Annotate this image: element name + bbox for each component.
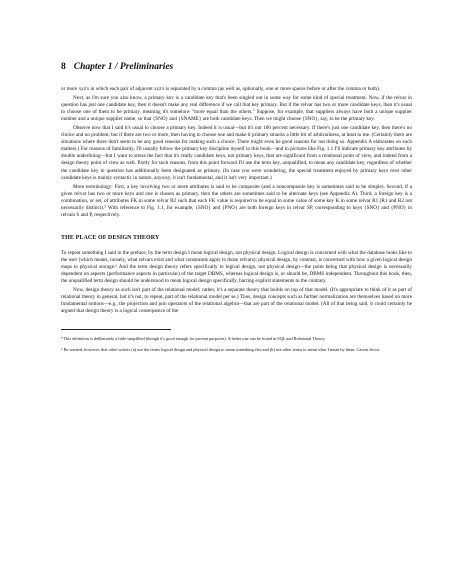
section-heading: THE PLACE OF DESIGN THEORY	[61, 234, 160, 241]
footnote-divider	[61, 329, 171, 330]
page-number: 8	[61, 62, 66, 72]
paragraph: Now, design theory as such isn't part of the relational model; rather, it's a separate theory that builds on top of that model. (It's appropriate to think of it as part of relational theory in general, but it's not, to repeat, part of the relational model per se.) Thus, design concepts such as further normalization are themselves based on more fundamental notions—e.g., the projection and join operators of the relational algebra—that are part of the relational model. (All of that being said, it could certainly be argued that design theory is a logical consequence of the	[61, 287, 412, 315]
paragraph: Observe now that I said it's usual to choose a primary key. Indeed it is usual—but it's not 100 percent necessary. If there's just one candidate key, then there's no choice and no problem; but if there are two or more, then having to choose one and make it primary smacks a little bit of arbitrariness, at least to me. (Certainly there are situations where there don't seem to be any good reasons for making such a choice. There might even be good reasons for not doing so. Appendix A elaborates on such matters.) For reasons of familiarity, I'll usually follow the primary key discipline myself in this book—and in pictures like Fig. 1.1 I'll indicate primary key attributes by double underlining—but I want to stress the fact that it's really candidate keys, not primary keys, that are significant from a relational point of view, and indeed from a design theory point of view as well. Partly for such reasons, from this point forward I'll use the term key, unqualified, to mean any candidate key, regardless of whether the candidate key in question has additionally been designated as primary. (In case you were wondering, the special treatment enjoyed by primary keys over other candidate keys is mainly syntactic in nature, anyway; it isn't fundamental, and it isn't very important.)	[61, 125, 412, 181]
footnote-text: ⁶ Be warned, however, that other writers (a) use the terms logical design and physical design to mean something else and (b) use other terms to mean what I mean by them. Caveat lector.	[61, 346, 381, 352]
paragraph: More terminology: First, a key involving two or more attributes is said to be composite (and a noncomposite key is sometimes said to be simple). Second, if a given relvar has two or more keys and one is chosen as primary, then the others are sometimes said to be alternate keys (see Appendix A). Third, a foreign key is a combination, or set, of attributes FK in some relvar R2 such that each FK value is required to be equal to some value of some key K in some relvar R1 (R1 and R2 not necessarily distinct).⁵ With reference to Fig. 1.1, for example, {SNO} and {PNO} are both foreign keys in relvar SP, corresponding to keys {SNO} and {PNO} in relvars S and P, respectively.	[61, 183, 412, 218]
chapter-title: Chapter 1 / Preliminaries	[73, 62, 174, 72]
footnote	[61, 336, 412, 342]
footnote	[61, 347, 412, 353]
paragraph: or more xyz's in which each pair of adjacent xyz's is separated by a comma (as well as, optionally, one or more spaces before or after the comma or both).	[61, 86, 381, 92]
running-header	[61, 62, 173, 72]
page-body	[61, 86, 412, 358]
paragraph: To repeat something I said in the preface, by the term design I mean logical design, not physical design. Logical design is concerned with what the database looks like to the user (which means, loosely, what relvars exist and what constraints apply to those relvars); physical design, by contrast, is concerned with how a given logical design maps to physical storage.⁶ And the term design theory refers specifically to logical design, not physical design—the point being that physical design is necessarily dependent on aspects (performance aspects in particular) of the target DBMS, whereas logical design is, or should be, DBMS independent. Throughout this book, then, the unqualified term design should be understood to mean logical design specifically, barring explicit statements to the contrary.	[61, 249, 412, 285]
paragraph: Next, as I'm sure you also know, a primary key is a candidate key that's been singled out in some way for some kind of special treatment. Now, if the relvar in question has just one candidate key, then it doesn't make any real difference if we call that key primary. But if the relvar has two or more candidate keys, then it's usual to choose one of them to be primary, meaning it's somehow "more equal than the others." Suppose, for example, that suppliers always have both a unique supplier number and a unique supplier name, so that {SNO} and {SNAME} are both candidate keys. Then we might choose {SNO}, say, to be the primary key.	[61, 95, 412, 123]
footnote-text: ⁵ This definition is deliberately a little simplified (though it's good enough for present purposes). A better one can be found in SQL and Relational Theory.	[61, 336, 326, 342]
